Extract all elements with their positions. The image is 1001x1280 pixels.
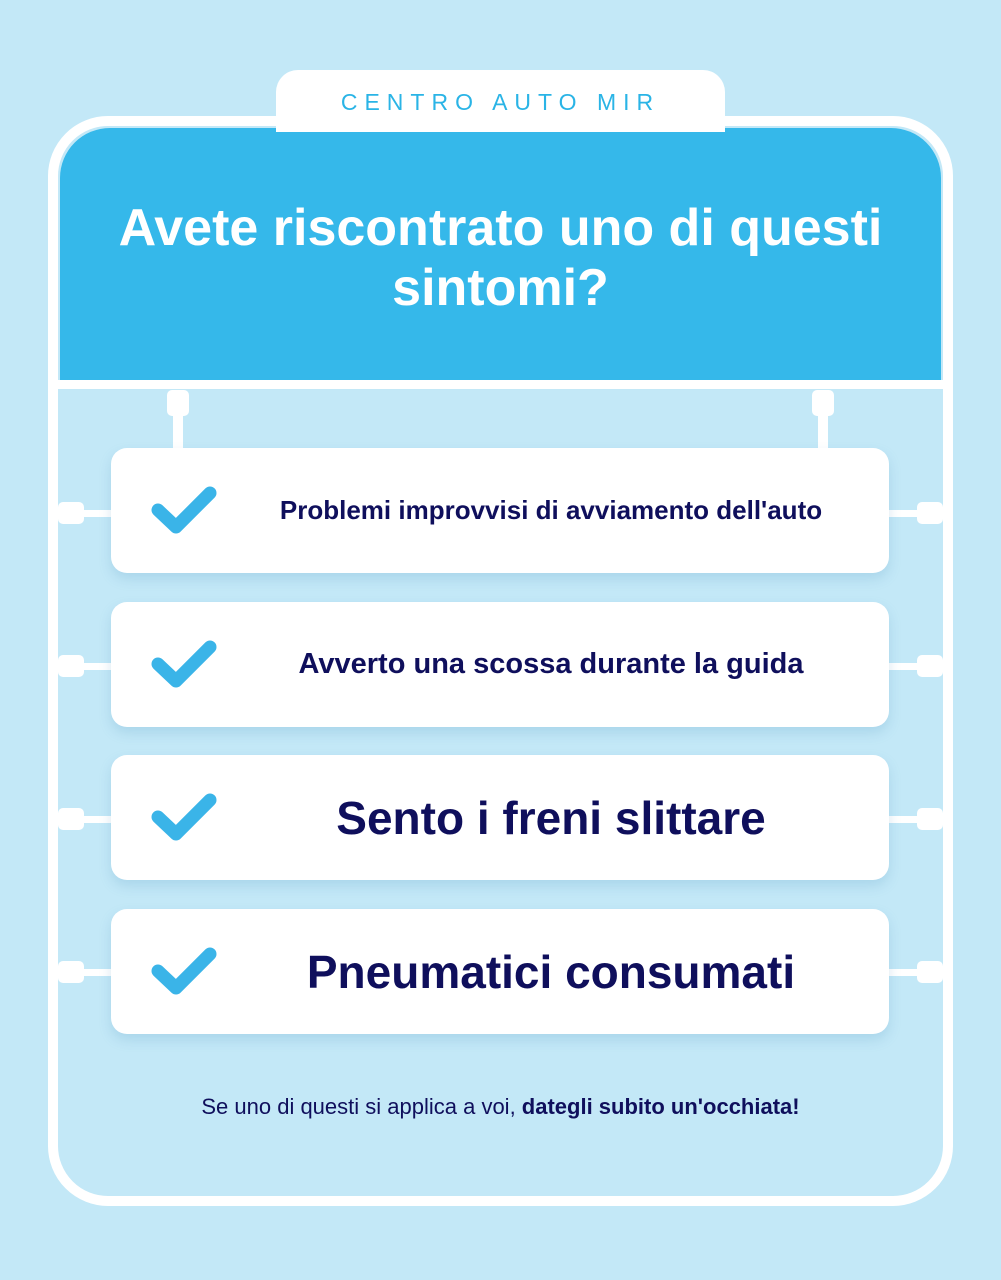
symptom-card: [111, 909, 889, 1034]
symptom-card: [111, 755, 889, 880]
brand-name: CENTRO AUTO MIR: [340, 89, 661, 115]
symptom-label: Problemi improvvisi di avviamento dell'auto: [279, 495, 823, 525]
connector-knob-left: [58, 808, 84, 830]
connector-knob-left: [58, 502, 84, 524]
symptom-label: Pneumatici consumati: [306, 945, 796, 998]
header-divider: [50, 380, 951, 389]
hanger-post-left: [173, 390, 183, 448]
symptom-label: Avverto una scossa durante la guida: [298, 648, 804, 680]
footer-text: Se uno di questi si applica a voi,: [201, 1094, 522, 1119]
check-icon: [151, 483, 217, 537]
connector-knob-right: [917, 808, 943, 830]
brand-tab: [276, 70, 725, 132]
hanger-post-right: [818, 390, 828, 448]
symptom-card: [111, 448, 889, 573]
check-icon: [151, 944, 217, 998]
check-icon: [151, 790, 217, 844]
connector-knob-left: [58, 961, 84, 983]
symptom-label: Sento i freni slittare: [336, 791, 766, 844]
footer-emphasis: dategli subito un'occhiata!: [521, 1094, 800, 1119]
connector-knob-right: [917, 502, 943, 524]
symptom-card: [111, 602, 889, 727]
connector-knob-right: [917, 655, 943, 677]
connector-knob-left: [58, 655, 84, 677]
headline: Avete riscontrato uno di questi sintomi?: [118, 199, 883, 317]
check-icon: [151, 637, 217, 691]
connector-knob-right: [917, 961, 943, 983]
footer-note: [60, 1094, 941, 1120]
